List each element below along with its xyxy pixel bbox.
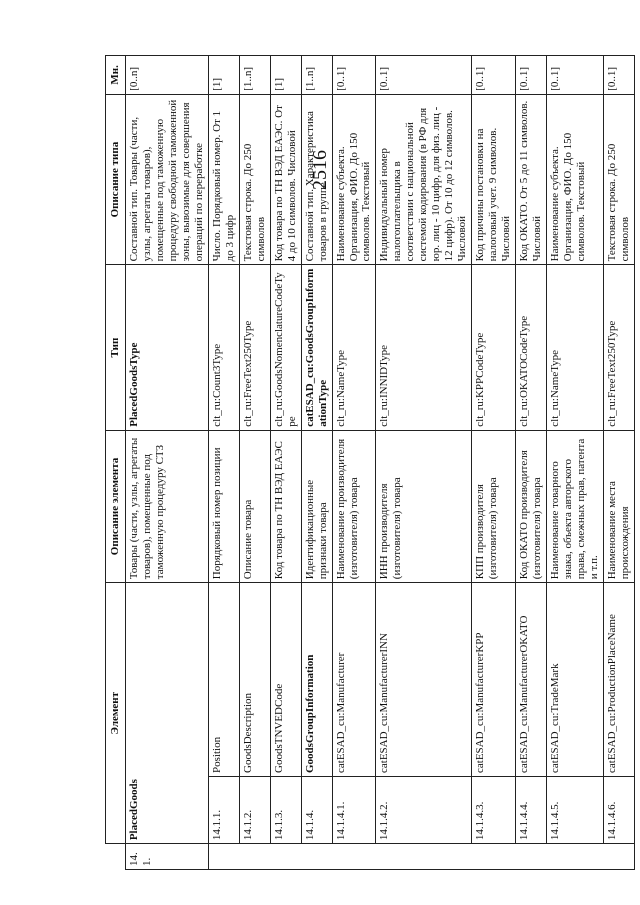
- header-description: Описание элемента: [106, 430, 126, 582]
- table-row: [547, 56, 604, 870]
- row-multiplicity: [0..1]: [547, 56, 604, 95]
- row-number: 14.1.1.: [208, 777, 239, 844]
- row-type: clt_ru:INNIDType: [376, 265, 472, 430]
- row-multiplicity: [0..n]: [125, 56, 208, 95]
- row-element: catESAD_cu:TradeMark: [547, 583, 604, 777]
- header-multiplicity: Мн.: [106, 56, 126, 95]
- row-description: КПП производителя (изготовителя) товара: [472, 430, 516, 582]
- table-row: [270, 56, 301, 870]
- row-type-description: Число. Порядковый номер. От 1 до 3 цифр: [208, 94, 239, 265]
- row-element: Position: [208, 583, 239, 777]
- row-element: catESAD_cu:ManufacturerKPP: [472, 583, 516, 777]
- row-multiplicity: [0..1]: [603, 56, 634, 95]
- row-description: Наименование места происхождения: [603, 430, 634, 582]
- row-element: catESAD_cu:ManufacturerINN: [376, 583, 472, 777]
- row-multiplicity: [0..1]: [472, 56, 516, 95]
- row-number: 14.1.4.6.: [603, 777, 634, 844]
- row-number: 14.1.2.: [239, 777, 270, 844]
- schema-table: [105, 55, 635, 870]
- row-description: Наименование товарного знака, объекта авторского права, смежных прав, патента и т.п.: [547, 430, 604, 582]
- rotated-table-container: [105, 55, 635, 870]
- table-row: [516, 56, 547, 870]
- table-row: [301, 56, 332, 870]
- row-type: clt_ru:GoodsNomenclatureCodeType: [270, 265, 301, 430]
- table-row: [603, 56, 634, 870]
- row-number: 14.1.4.1.: [332, 777, 376, 844]
- row-multiplicity: [0..1]: [376, 56, 472, 95]
- row-number: 14.1.4.2.: [376, 777, 472, 844]
- row-type: clt_ru:FreeText250Type: [603, 265, 634, 430]
- row-type: catESAD_cu:GoodsGroupInformationType: [301, 265, 332, 430]
- row-type: clt_ru:NameType: [332, 265, 376, 430]
- row-multiplicity: [1]: [270, 56, 301, 95]
- row-type-description: Код ОКАТО. От 5 до 11 символов. Числовой: [516, 94, 547, 265]
- row-description: Наименование производителя (изготовителя) товара: [332, 430, 376, 582]
- table-header-row: [106, 56, 126, 870]
- row-type: PlacedGoodsType: [125, 265, 208, 430]
- row-element: GoodsTNVEDCode: [270, 583, 301, 777]
- table-row: [472, 56, 516, 870]
- table-row: [125, 56, 208, 870]
- row-type-description: Индивидуальный номер налогоплательщика в соответствии с национальной системой кодирования (в РФ для юр. лиц - 10 цифр, для физ. лиц - 12 цифр). От 10 до 12 символов. Числовой: [376, 94, 472, 265]
- row-type-description: Текстовая строка. До 250 символов: [239, 94, 270, 265]
- table-row: [332, 56, 376, 870]
- table-row: [376, 56, 472, 870]
- table-row: [208, 56, 239, 870]
- row-element: catESAD_cu:ProductionPlaceName: [603, 583, 634, 777]
- row-multiplicity: [0..1]: [516, 56, 547, 95]
- page-number-text: 2516: [309, 150, 331, 190]
- row-type: clt_ru:NameType: [547, 265, 604, 430]
- header-type: Тип: [106, 265, 126, 430]
- row-element: GoodsDescription: [239, 583, 270, 777]
- row-type: clt_ru:KPPCodeType: [472, 265, 516, 430]
- row-element: PlacedGoods: [125, 583, 208, 844]
- row-description: Описание товара: [239, 430, 270, 582]
- row-description: Порядковый номер позиции: [208, 430, 239, 582]
- row-multiplicity: [1..n]: [301, 56, 332, 95]
- table-row: [239, 56, 270, 870]
- row-type-description: Составной тип. Товары (части, узлы, агрегаты товаров), помещенные под таможенную процедуру свободной таможенной зоны, вывозимые для совершения операций по переработке: [125, 94, 208, 265]
- row-description: ИНН производителя (изготовителя) товара: [376, 430, 472, 582]
- row-type: clt_ru:FreeText250Type: [239, 265, 270, 430]
- row-type-description: Код товара по ТН ВЭД ЕАЭС. От 4 до 10 символов. Числовой: [270, 94, 301, 265]
- row-element: catESAD_cu:ManufacturerOKATO: [516, 583, 547, 777]
- row-type: clt_ru:Count3Type: [208, 265, 239, 430]
- row-type-description: Наименование субъекта. Организация, ФИО. До 150 символов. Текстовый: [332, 94, 376, 265]
- row-number: 14.1.: [125, 844, 208, 870]
- row-description: Идентификационные признаки товара: [301, 430, 332, 582]
- header-type-description: Описание типа: [106, 94, 126, 265]
- row-description: Код ОКАТО производителя (изготовителя) товара: [516, 430, 547, 582]
- row-description: Товары (части, узлы, агрегаты товаров), помещенные под таможенную процедуру СТЗ: [125, 430, 208, 582]
- row-number: 14.1.4.4.: [516, 777, 547, 844]
- row-description: Код товара по ТН ВЭД ЕАЭС: [270, 430, 301, 582]
- row-multiplicity: [1]: [208, 56, 239, 95]
- row-element: GoodsGroupInformation: [301, 583, 332, 777]
- row-number: 14.1.4.: [301, 777, 332, 844]
- row-number: 14.1.3.: [270, 777, 301, 844]
- row-type-description: Наименование субъекта. Организация, ФИО. До 150 символов. Текстовый: [547, 94, 604, 265]
- header-element: Элемент: [106, 583, 126, 844]
- row-type-description: Код причины постановки на налоговый учет. 9 символов. Числовой: [472, 94, 516, 265]
- row-type-description: Текстовая строка. До 250 символов: [603, 94, 634, 265]
- row-type-description: Составной тип. Характеристика товаров в группе: [301, 94, 332, 265]
- row-number: 14.1.4.5.: [547, 777, 604, 844]
- row-element: catESAD_cu:Manufacturer: [332, 583, 376, 777]
- row-number: 14.1.4.3.: [472, 777, 516, 844]
- row-multiplicity: [1..n]: [239, 56, 270, 95]
- row-multiplicity: [0..1]: [332, 56, 376, 95]
- row-type: clt_ru:OKATOCodeType: [516, 265, 547, 430]
